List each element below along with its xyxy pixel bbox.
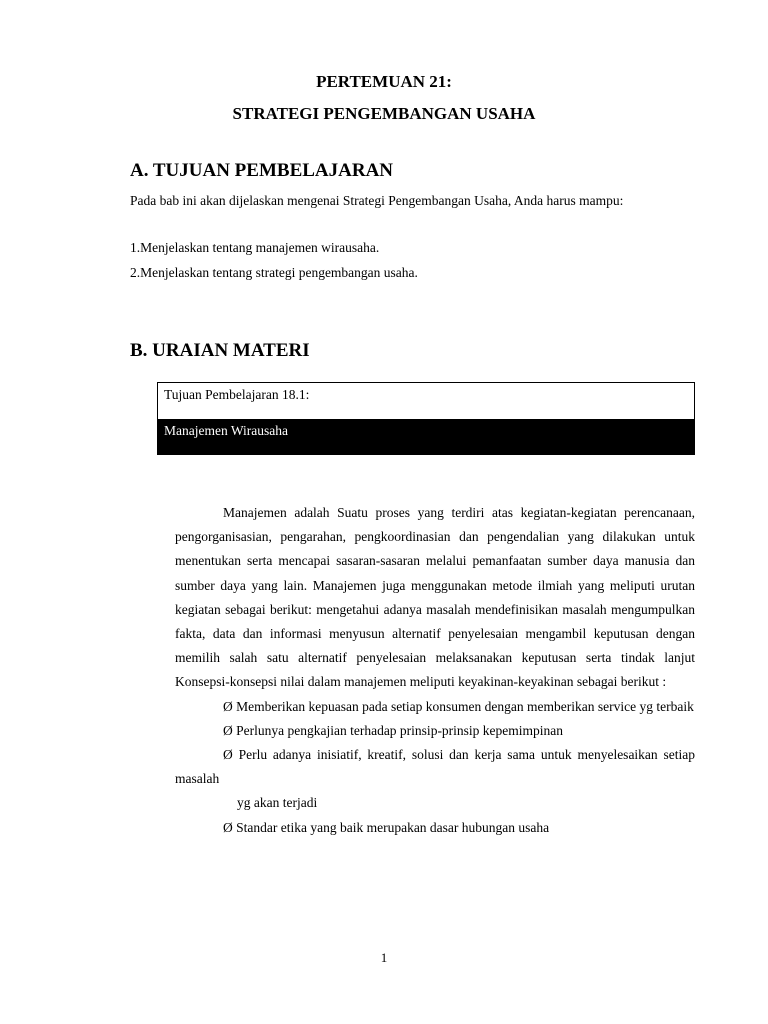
document-subtitle: STRATEGI PENGEMBANGAN USAHA	[232, 104, 536, 123]
learning-objective-box	[157, 382, 695, 455]
body-paragraph: Manajemen adalah Suatu proses yang terdiri atas kegiatan-kegiatan perencanaan, pengorganisasian, pengarahan, pengkoordinasian dan pengendalian yang dilakukan untuk menentukan serta mencapai sasaran-sasaran melalui pemanfaatan sumber daya manusia dan sumber daya yang lain. Manajemen juga menggunakan metode ilmiah yang meliputi urutan kegiatan sebagai berikut: mengetahui adanya masalah mendefinisikan masalah mengumpulkan fakta, data dan informasi menyusun alternatif penyelesaian mengambil keputusan dengan memilih salah satu alternatif penyelesaian melaksanakan keputusan serta tindak lanjut Konsepsi-konsepsi nilai dalam manajemen meliputi keyakinan-keyakinan sebagai berikut :	[175, 505, 695, 690]
section-a-intro: Pada bab ini akan dijelaskan mengenai Strategi Pengembangan Usaha, Anda harus mampu:	[130, 193, 624, 208]
body-text	[175, 501, 695, 840]
section-b-heading: B. URAIAN MATERI	[130, 340, 310, 361]
box-objective-label: Tujuan Pembelajaran 18.1:	[164, 387, 310, 402]
section-a-heading: A. TUJUAN PEMBELAJARAN	[130, 160, 394, 181]
bullet-item-2: Ø Perlunya pengkajian terhadap prinsip-prinsip kepemimpinan	[223, 722, 564, 738]
page-number: 1	[380, 950, 388, 965]
bullet-item-3: Ø Perlu adanya inisiatif, kreatif, solusi dan kerja sama untuk menyelesaikan setiap masalah	[175, 747, 695, 787]
bullet-item-1: Ø Memberikan kepuasan pada setiap konsumen dengan memberikan service yg terbaik	[223, 698, 694, 714]
box-topic-label: Manajemen Wirausaha	[158, 419, 694, 455]
bullet-item-4: Ø Standar etika yang baik merupakan dasar hubungan usaha	[223, 819, 550, 835]
bullet-continuation: yg akan terjadi	[237, 795, 318, 811]
document-title: PERTEMUAN 21:	[316, 72, 452, 91]
objective-item-2: 2.Menjelaskan tentang strategi pengembangan usaha.	[130, 265, 418, 280]
objective-item-1: 1.Menjelaskan tentang manajemen wirausaha.	[130, 240, 380, 255]
